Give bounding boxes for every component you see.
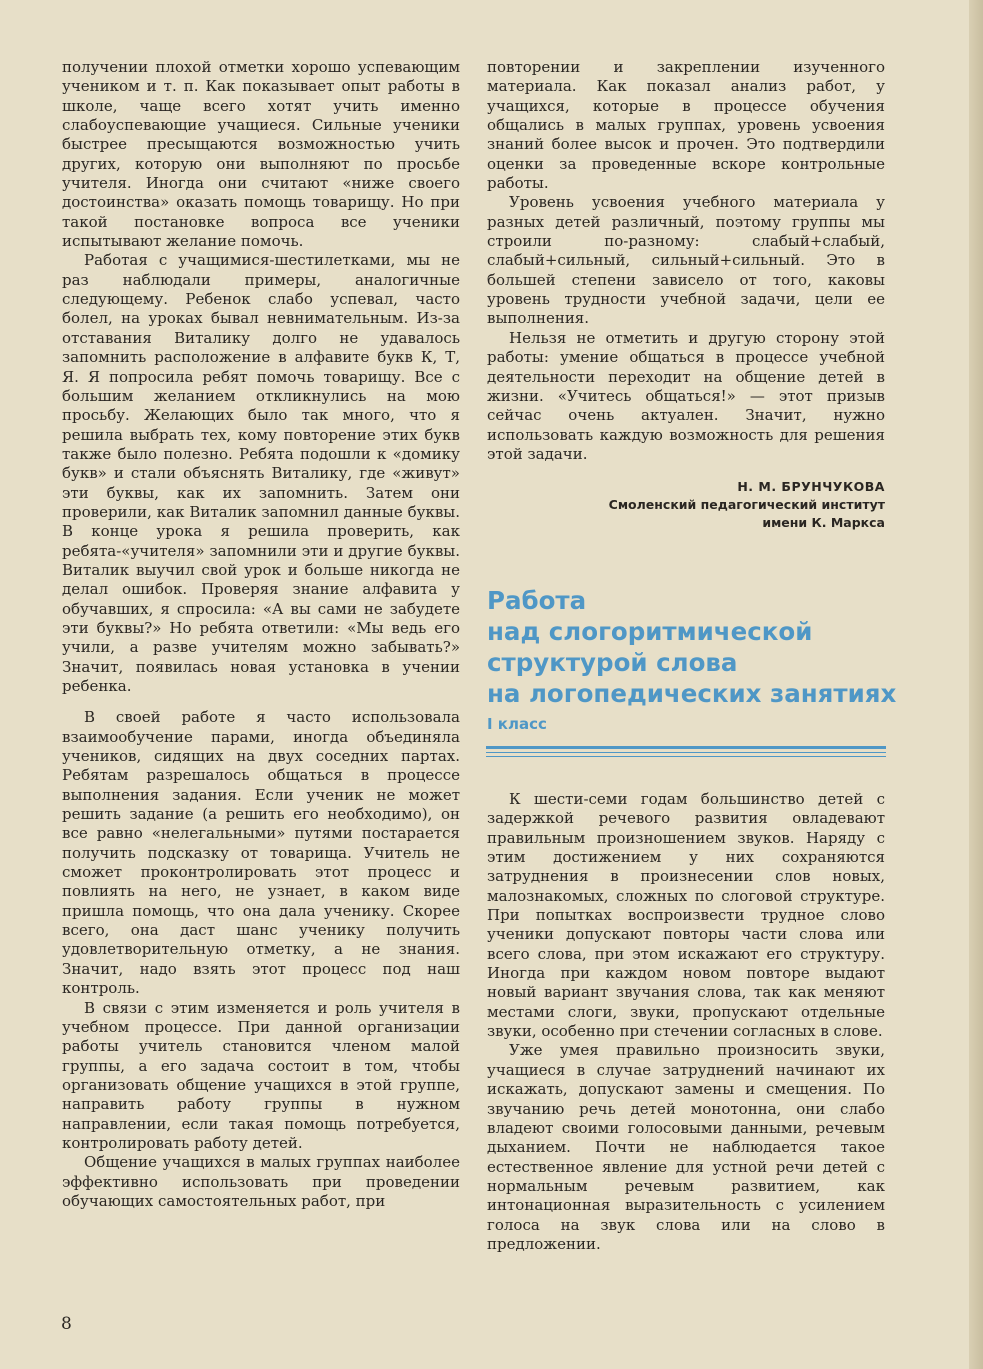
title-line: над слогоритмической <box>487 617 813 646</box>
title-rule <box>486 746 886 749</box>
paragraph: В связи с этим изменяется и роль учителя в учебном процессе. При данной организации работы учитель становится членом малой группы, а его задача состоит в том, чтобы организовать общение учащихся в этой группе, направить работу группы в нужном направлении, если такая помощь потребуется, контролировать работу детей. <box>62 998 460 1152</box>
title-line: Работа <box>487 586 587 615</box>
grade-label: I класс <box>487 715 547 733</box>
paragraph: получении плохой отметки хорошо успевающим учеником и т. п. Как показывает опыт работы в школе, чаще всего хотят учить именно слабоуспевающие учащиеся. Сильные ученики быстрее пресыщаются возможностью учить других, которую они выполняют по просьбе учителя. Иногда они считают «ниже своего достоинства» оказать помощь товарищу. Но при такой постановке вопроса все ученики испытывают желание помочь. <box>62 58 460 251</box>
right-column-bottom <box>487 790 885 1254</box>
paragraph: повторении и закреплении изученного материала. Как показал анализ работ, у учащихся, которые в процессе обучения общались в малых группах, уровень усвоения знаний более высок и прочен. Это подтвердили оценки за проведенные вскоре контрольные работы. <box>487 58 885 193</box>
paragraph: Нельзя не отметить и другую сторону этой работы: умение общаться в процессе учебной деятельности переходит на общение детей в жизни. «Учитесь общаться!» — этот призыв сейчас очень актуален. Значит, нужно использовать каждую возможность для решения этой задачи. <box>487 328 885 463</box>
page-edge <box>969 0 983 1369</box>
paragraph: Уже умея правильно произносить звуки, учащиеся в случае затруднений начинают их искажать, допускают замены и смещения. По звучанию речь детей монотонна, они слабо владеют своими голосовыми данными, речевым дыханием. Почти не наблюдается такое естественное явление для устной речи детей с нормальным речевым развитием, как интонационная выразительность с усилением голоса на звук слова или на слово в предложении. <box>487 1041 885 1253</box>
left-column <box>62 58 460 1211</box>
right-column-top <box>487 58 885 532</box>
paragraph: К шести-семи годам большинство детей с задержкой речевого развития овладевают правильным произношением звуков. Наряду с этим достижением у них сохраняются затруднения в произнесении слов новых, малознакомых, сложных по слоговой структуре. При попытках воспроизвести трудное слово ученики допускают повторы части слова или всего слова, при этом искажают его структуру. Иногда при каждом новом повторе выдают новый вариант звучания слова, так как меняют местами слоги, звуки, пропускают отдельные звуки, особенно при стечении согласных в слове. <box>487 790 885 1041</box>
title-rule-thin <box>486 752 886 753</box>
title-line: на логопедических занятиях <box>487 679 897 708</box>
title-line: структурой слова <box>487 648 738 677</box>
title-rule-thin <box>486 756 886 757</box>
paragraph: Общение учащихся в малых группах наиболее эффективно использовать при проведении обучающих самостоятельных работ, при <box>62 1153 460 1210</box>
page-number: 8 <box>61 1314 72 1334</box>
author-name: Н. М. БРУНЧУКОВА <box>737 479 885 495</box>
paragraph: Уровень усвоения учебного материала у разных детей различный, поэтому группы мы строили по-разному: слабый+слабый, слабый+сильный, сильный+сильный. Это в большей степени зависело от того, каковы уровень трудности учебной задачи, цели ее выполнения. <box>487 193 885 328</box>
article-title <box>487 585 897 733</box>
author-institution-2: имени К. Маркса <box>762 515 885 531</box>
author-institution: Смоленский педагогический институт <box>608 497 885 513</box>
paragraph: В своей работе я часто использовала взаимообучение парами, иногда объединяла учеников, сидящих на двух соседних партах. Ребятам разрешалось общаться в процессе выполнения задания. Если ученик не может решить задание (а решить его необходимо), он все равно «нелегальными» путями постарается получить подсказку от товарища. Учитель не сможет проконтролировать этот процесс и повлиять на него, не узнает, в каком виде пришла помощь, что она дала ученику. Скорее всего, она даст шанс ученику получить удовлетворительную отметку, а не знания. Значит, надо взять этот процесс под наш контроль. <box>62 708 460 998</box>
author-signature <box>487 478 885 532</box>
paragraph: Работая с учащимися-шестилетками, мы не раз наблюдали примеры, аналогичные следующему. Ребенок слабо успевал, часто болел, на уроках бывал невнимательным. Из-за отставания Виталику долго не удавалось запомнить расположение в алфавите букв К, Т, Я. Я попросила ребят помочь товарищу. Все с большим желанием откликнулись на мою просьбу. Желающих было так много, что я решила выбрать тех, кому повторение этих букв также было полезно. Ребята подошли к «домику букв» и стали объяснять Виталику, где «живут» эти буквы, как их запомнить. Затем они проверили, как Виталик запомнил данные буквы. В конце урока я решила проверить, как ребята-«учителя» запомнили эти и другие буквы. Виталик выучил свой урок и больше никогда не делал ошибок. Проверяя знание алфавита у обучавших, я спросила: «А вы сами не забудете эти буквы?» Но ребята ответили: «Мы ведь его учили, а разве учителям можно забывать?» Значит, появилась новая установка в учении ребенка. <box>62 251 460 695</box>
